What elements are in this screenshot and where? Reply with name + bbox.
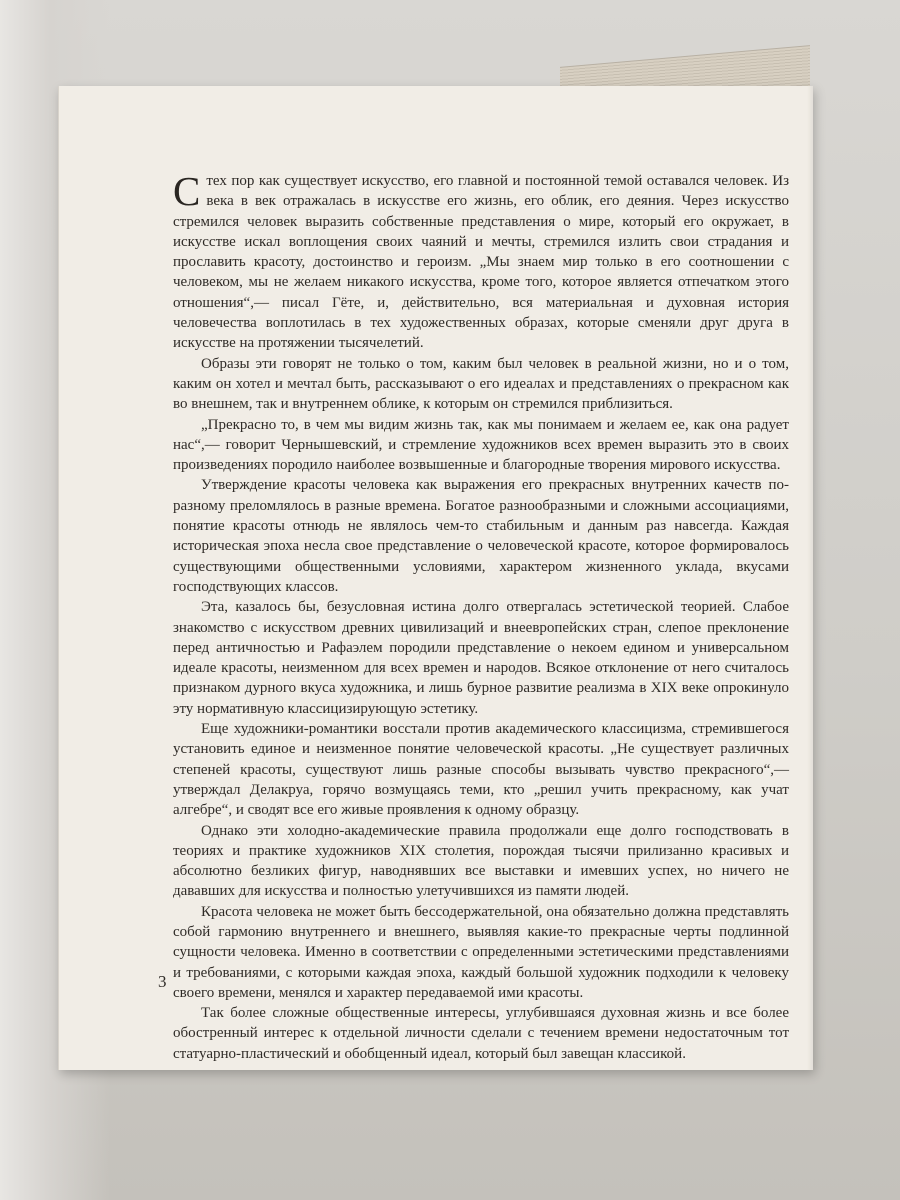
page-number: 3 <box>158 972 167 991</box>
drop-cap: С <box>173 168 201 214</box>
paragraph-1-text: тех пор как существует искусство, его главной и постоянной темой оставался человек. Из века в век отражалась в искусстве его жизнь, его облик, его деяния. Через искусство стремился человек выразить собственные представления о мире, который его окружает, в искусстве искал воплощения своих чаяний и мечты, стремился излить свои страдания и прославить красоту, достоинство и героизм. „Мы знаем мир только в его соотношении с человеком, мы не желаем никакого искусства, кроме того, которое является отпечатком этого отношения“,— писал Гёте, и, действительно, вся материальная и духовная история человечества воплотилась в тех художественных образах, которые сменяли друг друга в искусстве на протяжении тысячелетий. <box>173 173 789 352</box>
paragraph-3: „Прекрасно то, в чем мы видим жизнь так, как мы понимаем и желаем ее, как она радует нас“,— говорит Чернышевский, и стремление художников всех времен выразить это в своих произведениях породило наиболее возвышенные и благородные творения мирового искусства. <box>173 416 789 474</box>
paragraph-9: Так более сложные общественные интересы, углубившаяся духовная жизнь и все более обостренный интерес к отдельной личности сделали с течением времени недостаточным тот статуарно-пластический и обобщенный идеал, который был завещан классикой. <box>173 1005 789 1062</box>
paragraph-4: Утверждение красоты человека как выражения его прекрасных внутренних качеств по-разному преломлялось в разные времена. Богатое разнообразными и сложными ассоциациями, понятие красоты отнюдь не являлось чем-то стабильным и данным раз навсегда. Каждая историческая эпоха несла свое представление о человеческой красоте, которое формировалось существующими общественными условиями, характером жизненного уклада, вкусами господствующих классов. <box>173 477 789 595</box>
paragraph-5: Эта, казалось бы, безусловная истина долго отвергалась эстетической теорией. Слабое знакомство с искусством древних цивилизаций и внеевропейских стран, слепое преклонение перед античностью и Рафаэлем породили представление о некоем едином и универсальном идеале красоты, неизменном для всех времен и народов. Всякое отклонение от него считалось признаком дурного вкуса художника, и лишь бурное развитие реализма в XIX веке опрокинуло эту нормативную классицизирующую эстетику. <box>173 599 789 717</box>
paragraph-1 <box>173 168 789 354</box>
page-text <box>173 168 789 1064</box>
paragraph-6: Еще художники-романтики восстали против академического классицизма, стремившегося установить единое и неизменное понятие человеческой красоты. „Не существует различных степеней красоты, существуют лишь разные способы вызывать чувство прекрасного“,— утверждал Делакруа, горячо возмущаясь теми, кто „решил учить прекрасному, как учат алгебре“, и сводят все его живые проявления к одному образцу. <box>173 721 789 819</box>
paragraph-2: Образы эти говорят не только о том, каким был человек в реальной жизни, но и о том, каким он хотел и мечтал быть, рассказывают о его идеалах и представлениях о прекрасном как во внешнем, так и внутреннем облике, к которым он стремился приблизиться. <box>173 355 789 413</box>
paragraph-8: Красота человека не может быть бессодержательной, она обязательно должна представлять собой гармонию внутреннего и внешнего, выявляя какие-то прекрасные черты подлинной сущности человека. Именно в соответствии с определенными эстетическими представлениями и требованиями, с которыми каждая эпоха, каждый большой художник подходили к человеку своего времени, менялся и характер передаваемой ими красоты. <box>173 903 789 1001</box>
paragraph-7: Однако эти холодно-академические правила продолжали еще долго господствовать в теориях и практике художников XIX столетия, порождая тысячи прилизанно красивых и абсолютно безликих фигур, наводнявших все выставки и имевших успех, но ничего не дававших для искусства и полностью улетучившихся из памяти людей. <box>173 822 789 900</box>
